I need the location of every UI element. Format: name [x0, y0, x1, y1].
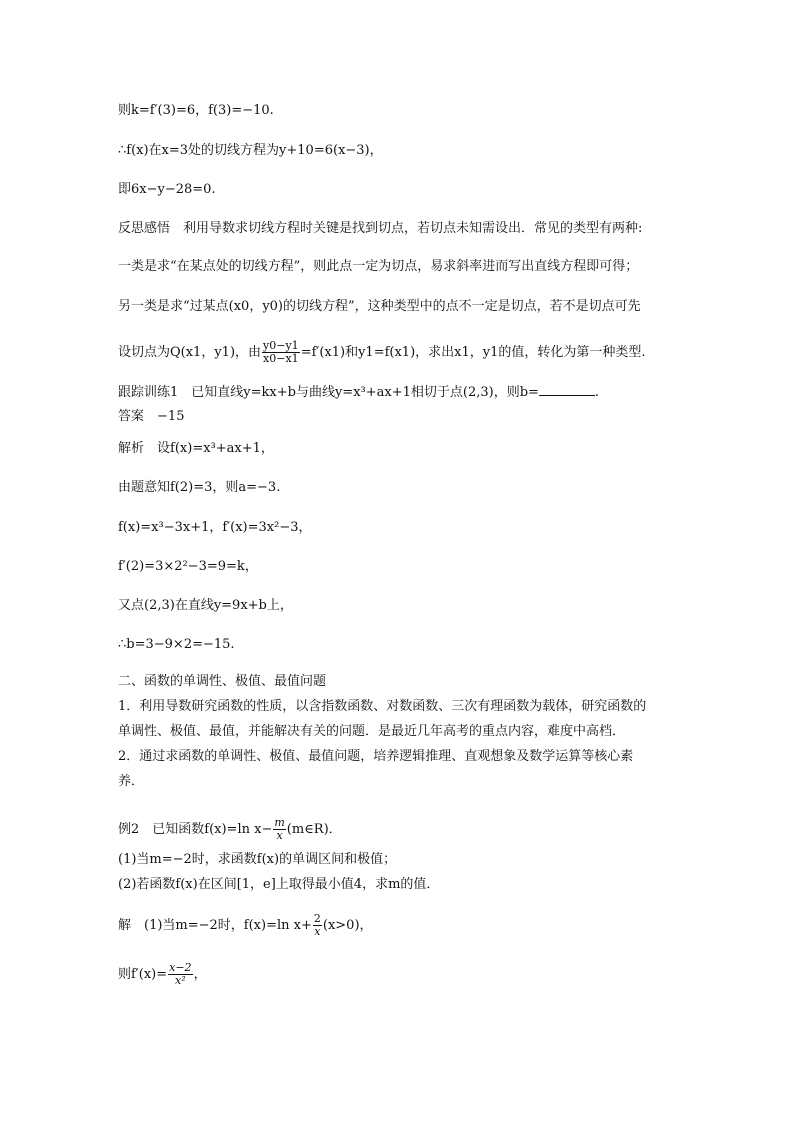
text-line: (1)当m=−2时，求函数f(x)的单调区间和极值； — [118, 852, 397, 867]
text-line: 2．通过求函数的单调性、极值、最值问题，培养逻辑推理、直观想象及数学运算等核心素 — [118, 749, 634, 764]
text-segment: 则f′(x)= — [118, 967, 168, 982]
text-line: f′(2)=3×2²−3=9=k， — [118, 559, 258, 574]
text-line: 一类是求“在某点处的切线方程”，则此点一定为切点，易求斜率进而写出直线方程即可得； — [118, 259, 639, 274]
exercise-label: 跟踪训练1 — [118, 385, 179, 400]
example-line — [118, 817, 342, 842]
solution-line — [118, 913, 373, 938]
text-line: 1．利用导数研究函数的性质，以含指数函数、对数函数、三次有理函数为载体，研究函数的 — [118, 699, 647, 714]
text-line: 单调性、极值、最值，并能解决有关的问题．是最近几年高考的重点内容，难度中高档． — [118, 724, 626, 739]
text-line — [118, 340, 646, 365]
exercise-text: 已知直线y=kx+b与曲线y=x³+ax+1相切于点(2,3)，则b= — [191, 385, 539, 400]
text-line: ∴b=3−9×2=−15. — [118, 637, 235, 652]
section-heading: 二、函数的单调性、极值、最值问题 — [118, 674, 327, 689]
text-segment: 例2 已知函数f(x)=ln x− — [118, 822, 273, 837]
text-segment: (m∈R)． — [286, 822, 342, 837]
text-line: 则k=f′(3)=6，f(3)=−10. — [118, 103, 274, 118]
fraction-denominator: x² — [175, 974, 186, 987]
fraction-denominator: x0−x1 — [263, 352, 299, 365]
text-segment: 设切点为Q(x1，y1)，由 — [118, 345, 262, 360]
fraction — [313, 913, 322, 938]
fraction-denominator: x — [276, 829, 283, 842]
analysis-label: 解析 — [118, 441, 145, 456]
text-line: 由题意知f(2)=3，则a=−3. — [118, 480, 281, 495]
answer-blank — [539, 383, 595, 396]
fraction — [168, 962, 192, 987]
text-line: (2)若函数f(x)在区间[1，e]上取得最小值4，求m的值． — [118, 877, 440, 892]
reflection-label: 反思感悟 — [118, 221, 171, 236]
text-line — [118, 962, 207, 987]
analysis-text: 设f(x)=x³+ax+1， — [157, 441, 274, 456]
text-segment: (x>0)， — [322, 918, 373, 933]
text-segment: =f′(x1)和y1=f(x1)，求出x1，y1的值，转化为第一种类型. — [300, 345, 646, 360]
analysis-line — [118, 440, 274, 458]
answer-line — [118, 408, 184, 426]
text-segment: 解 (1)当m=−2时，f(x)=ln x+ — [118, 918, 312, 933]
exercise-line — [118, 383, 599, 402]
reflection-text: 利用导数求切线方程时关键是找到切点，若切点未知需设出．常见的类型有两种: — [183, 221, 643, 236]
text-line: 另一类是求“过某点(x0，y0)的切线方程”，这种类型中的点不一定是切点，若不是切点可先 — [118, 299, 641, 314]
fraction-numerator: m — [274, 816, 285, 829]
text-line: 养． — [118, 774, 145, 789]
text-line: 即6x−y−28=0. — [118, 182, 216, 197]
text-segment: ， — [193, 967, 207, 982]
fraction — [273, 817, 285, 842]
text-line: 又点(2,3)在直线y=9x+b上， — [118, 598, 293, 613]
fraction-numerator: 2 — [313, 912, 321, 925]
answer-value: −15 — [157, 409, 185, 424]
fraction-numerator: x−2 — [169, 961, 192, 974]
text-line: f(x)=x³−3x+1，f′(x)=3x²−3， — [118, 520, 312, 535]
fraction-numerator: y0−y1 — [263, 339, 299, 352]
text-line: ∴f(x)在x=3处的切线方程为y+10=6(x−3)， — [118, 143, 383, 158]
reflection-paragraph — [118, 220, 642, 238]
answer-label: 答案 — [118, 409, 145, 424]
fraction-denominator: x — [314, 925, 321, 938]
text-segment: . — [594, 385, 600, 400]
fraction — [262, 340, 300, 365]
